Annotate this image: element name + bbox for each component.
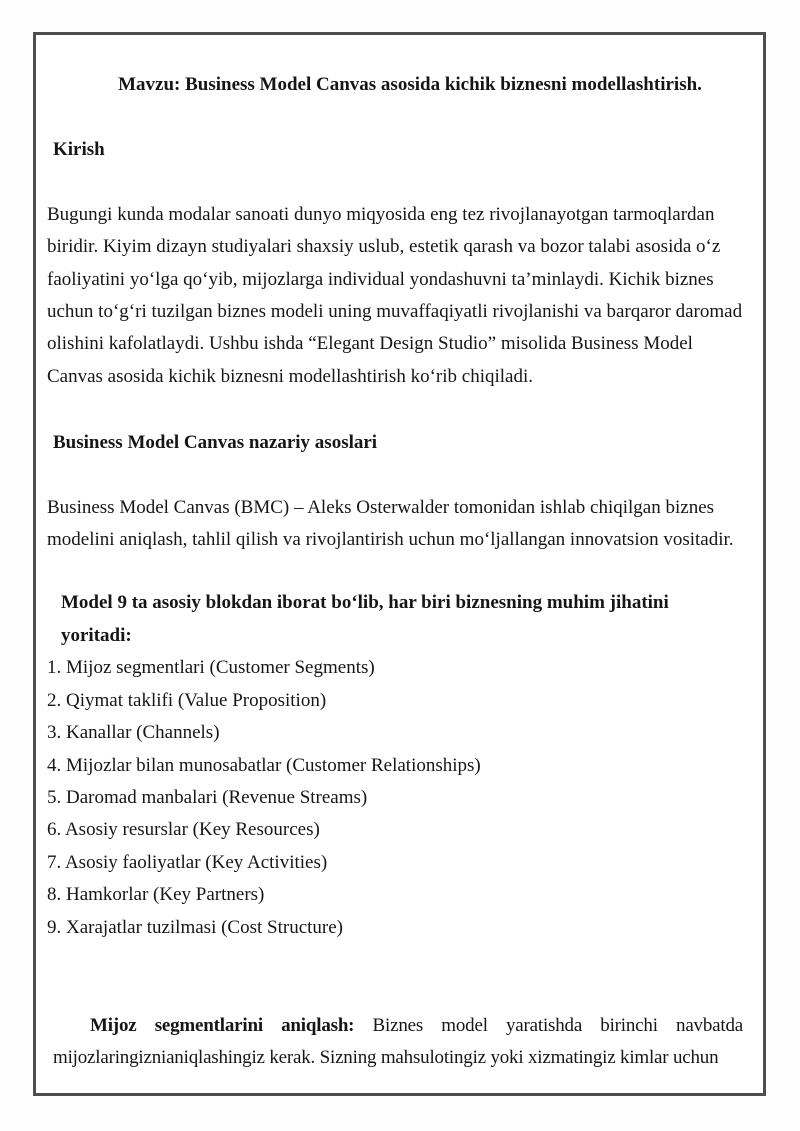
blocks-list bbox=[47, 652, 743, 944]
document-title: Mavzu: Business Model Canvas asosida kichik biznesni modellashtirish. bbox=[118, 74, 702, 95]
list-item-value-proposition: 2. Qiymat taklifi (Value Proposition) bbox=[47, 689, 327, 711]
list-item-key-activities: 7. Asosiy faoliyatlar (Key Activities) bbox=[47, 851, 328, 873]
blocks-heading: Model 9 ta asosiy blokdan iborat bo‘lib, har biri biznesning muhim jihatini yoritadi: bbox=[61, 592, 669, 646]
list-item-revenue-streams: 5. Daromad manbalari (Revenue Streams) bbox=[47, 786, 368, 808]
heading-theory: Business Model Canvas nazariy asoslari bbox=[53, 432, 378, 454]
list-item-channels: 3. Kanallar (Channels) bbox=[47, 722, 220, 744]
intro-paragraph: Bugungi kunda modalar sanoati dunyo miqyosida eng tez rivojlanayotgan tarmoqlardan biridir. Kiyim dizayn studiyalari shaxsiy uslub, estetik qarash va bozor talabi asosida o‘z faoliyatini yo‘lga qo‘yib, mijozlarga individual yondashuvni ta’minlaydi. Kichik biznes uchun to‘g‘ri tuzilgan biznes modeli uning muvaffaqiyatli rivojlanishi va barqaror daromad olishini kafolatlaydi. Ushbu ishda “Elegant Design Studio” misolida Business Model Canvas asosida kichik biznesni modellashtirish ko‘rib chiqiladi. bbox=[47, 203, 743, 387]
heading-kirish: Kirish bbox=[53, 139, 105, 161]
list-item-customer-segments: 1. Mijoz segmentlari (Customer Segments) bbox=[47, 657, 375, 679]
customer-segments-text: Biznes model yaratishda birinchi navbatda mijozlaringiznianiqlashingiz kerak. Sizning mahsulotingiz yoki xizmatingiz kimlar uchun bbox=[53, 1014, 743, 1069]
customer-segments-lead: Mijoz segmentlarini aniqlash: bbox=[90, 1014, 355, 1036]
page-content bbox=[36, 69, 763, 1127]
page-border bbox=[33, 32, 766, 1096]
list-item-key-resources: 6. Asosiy resurslar (Key Resources) bbox=[47, 819, 320, 841]
theory-paragraph: Business Model Canvas (BMC) – Aleks Osterwalder tomonidan ishlab chiqilgan biznes modelini aniqlash, tahlil qilish va rivojlantirish uchun mo‘ljallangan innovatsion vositadir. bbox=[47, 496, 734, 551]
customer-segments-paragraph bbox=[53, 1010, 743, 1075]
list-item-cost-structure: 9. Xarajatlar tuzilmasi (Cost Structure) bbox=[47, 916, 343, 938]
list-item-key-partners: 8. Hamkorlar (Key Partners) bbox=[47, 884, 265, 906]
list-item-customer-relationships: 4. Mijozlar bilan munosabatlar (Customer Relationships) bbox=[47, 754, 481, 776]
